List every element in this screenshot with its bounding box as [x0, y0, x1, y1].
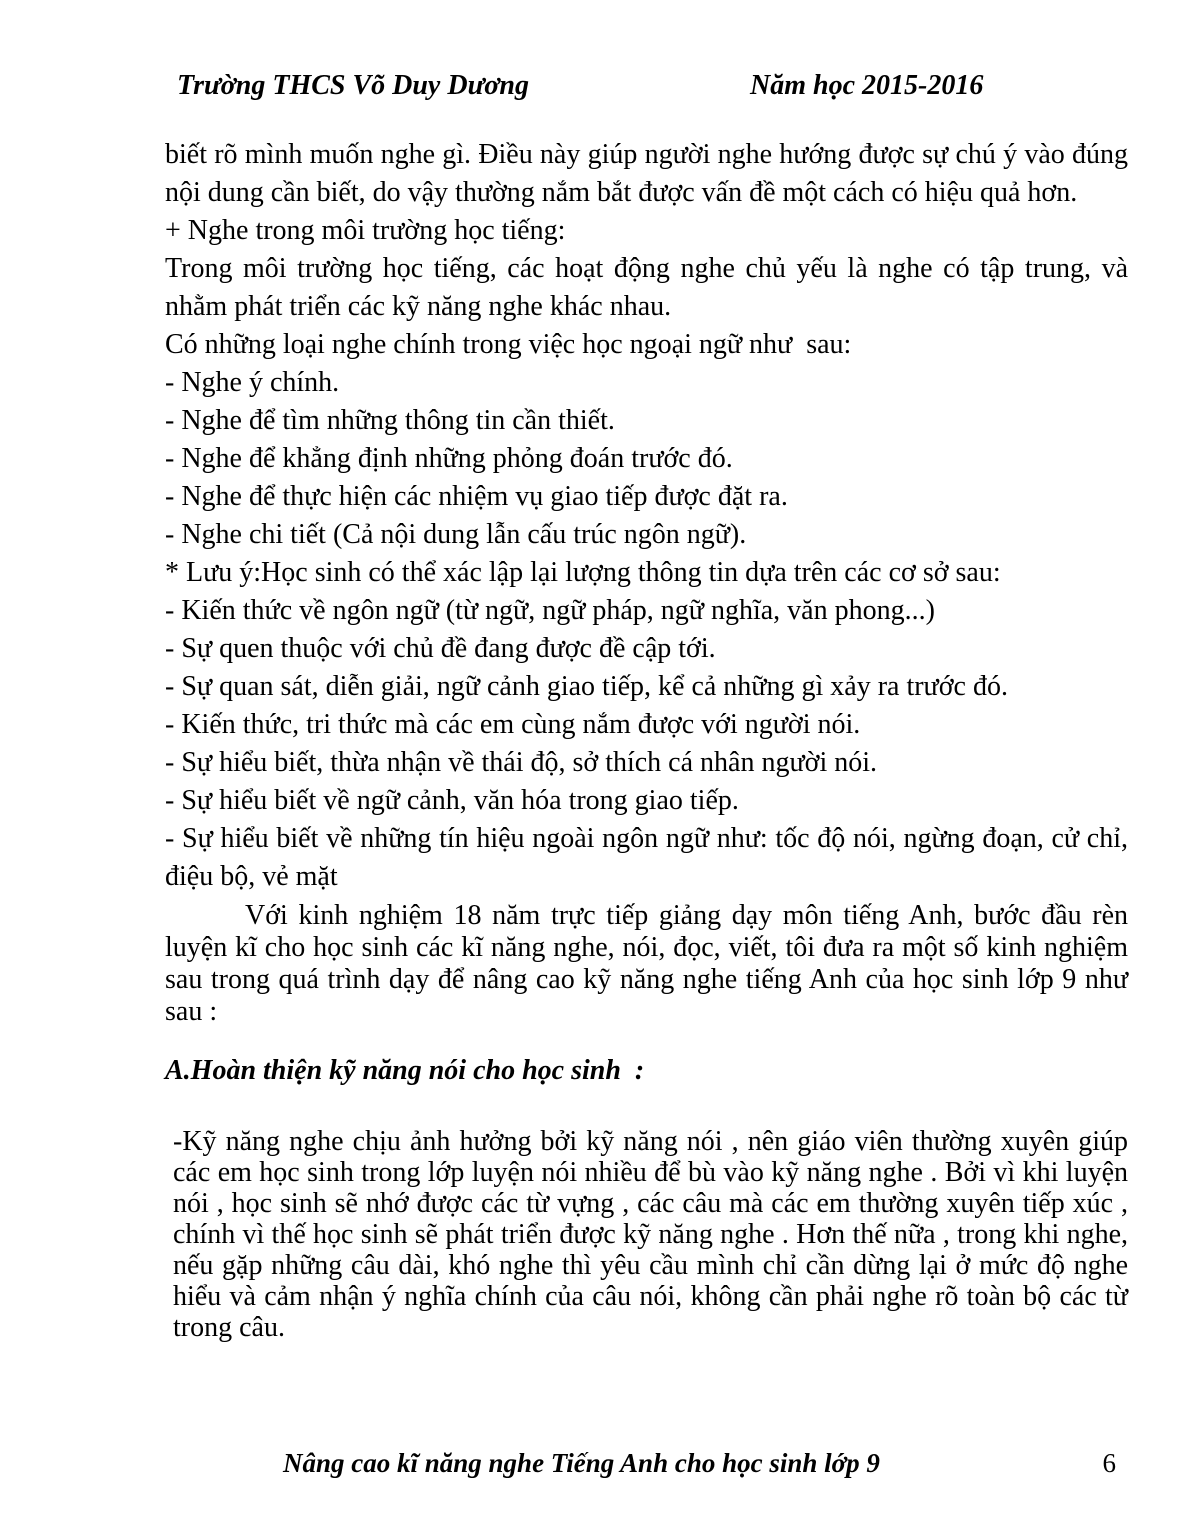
section-a-heading: A.Hoàn thiện kỹ năng nói cho học sinh : [165, 1055, 645, 1086]
page-footer [165, 1448, 1128, 1484]
line-note: * Lưu ý:Học sinh có thể xác lập lại lượng thông tin dựa trên các cơ sở sau: [165, 557, 1001, 588]
list-item: - Kiến thức về ngôn ngữ (từ ngữ, ngữ pháp, ngữ nghĩa, văn phong...) [165, 595, 935, 626]
header-school-year: Năm học 2015-2016 [750, 70, 984, 101]
list-item: - Sự quen thuộc với chủ đề đang được đề cập tới. [165, 633, 716, 664]
list-item: - Nghe để khẳng định những phỏng đoán trước đó. [165, 443, 733, 474]
document-body [165, 136, 1128, 1343]
list-item: - Nghe để thực hiện các nhiệm vụ giao tiếp được đặt ra. [165, 481, 788, 512]
paragraph-environment: Trong môi trường học tiếng, các hoạt động nghe chủ yếu là nghe có tập trung, và nhằm phát triển các kỹ năng nghe khác nhau. [165, 253, 1128, 322]
paragraph-experience: Với kinh nghiệm 18 năm trực tiếp giảng dạy môn tiếng Anh, bước đầu rèn luyện kĩ cho học sinh các kĩ năng nghe, nói, đọc, viết, tôi đưa ra một số kinh nghiệm sau trong quá trình dạy để nâng cao kỹ năng nghe tiếng Anh của học sinh lớp 9 như sau : [165, 900, 1128, 1027]
list-item: - Nghe chi tiết (Cả nội dung lẫn cấu trúc ngôn ngữ). [165, 519, 747, 550]
list-item: - Sự hiểu biết, thừa nhận về thái độ, sở thích cá nhân người nói. [165, 747, 878, 778]
paragraph-section-a: -Kỹ năng nghe chịu ảnh hưởng bởi kỹ năng nói , nên giáo viên thường xuyên giúp các em học sinh trong lớp luyện nói nhiều để bù vào kỹ năng nghe . Bởi vì khi luyện nói , học sinh sẽ nhớ được các từ vựng , các câu mà các em thường xuyên tiếp xúc , chính vì thế học sinh sẽ phát triển được kỹ năng nghe . Hơn thế nữa , trong khi nghe, nếu gặp những câu dài, khó nghe thì yêu cầu mình chỉ cần dừng lại ở mức độ nghe hiểu và cảm nhận ý nghĩa chính của câu nói, không cần phải nghe rõ toàn bộ các từ trong câu. [173, 1126, 1128, 1343]
list-item: - Kiến thức, tri thức mà các em cùng nắm được với người nói. [165, 709, 861, 740]
note-items-list [165, 592, 1128, 896]
line-listening-environment: + Nghe trong môi trường học tiếng: [165, 215, 566, 246]
list-item: - Sự hiểu biết về ngữ cảnh, văn hóa trong giao tiếp. [165, 785, 739, 816]
page-header [165, 70, 1128, 104]
list-item: - Sự hiểu biết về những tín hiệu ngoài ngôn ngữ như: tốc độ nói, ngừng đoạn, cử chỉ, điệu bộ, vẻ mặt [165, 823, 1128, 892]
header-school-name: Trường THCS Võ Duy Dương [177, 70, 529, 101]
footer-page-number: 6 [1102, 1448, 1116, 1478]
line-listening-types-intro: Có những loại nghe chính trong việc học ngoại ngữ như sau: [165, 329, 852, 360]
list-item: - Sự quan sát, diễn giải, ngữ cảnh giao tiếp, kể cả những gì xảy ra trước đó. [165, 671, 1008, 702]
footer-document-title: Nâng cao kĩ năng nghe Tiếng Anh cho học sinh lớp 9 [283, 1448, 880, 1478]
paragraph-intro: biết rõ mình muốn nghe gì. Điều này giúp người nghe hướng được sự chú ý vào đúng nội dung cần biết, do vậy thường nắm bắt được vấn đề một cách có hiệu quả hơn. [165, 139, 1128, 208]
list-item: - Nghe ý chính. [165, 367, 340, 398]
listening-types-list [165, 364, 1128, 554]
list-item: - Nghe để tìm những thông tin cần thiết. [165, 405, 615, 436]
